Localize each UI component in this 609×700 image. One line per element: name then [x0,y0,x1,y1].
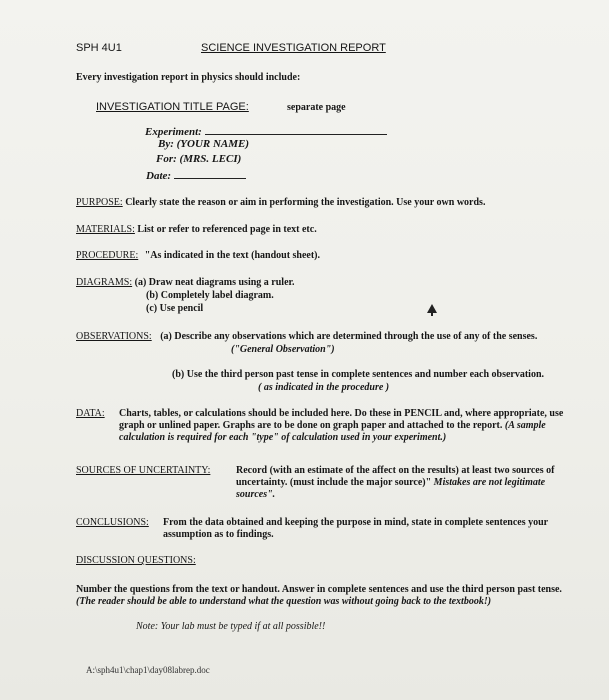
sources-emphasis: Mistakes are not legitimate sources". [236,477,546,500]
observations-item-a: (a) Describe any observations which are determined through the use of any of the senses. [160,331,538,342]
data-label: DATA: [76,408,105,419]
sources-paragraph [236,465,581,501]
materials-text: List or refer to referenced page in text etc. [137,224,317,235]
typing-note: Note: Your lab must be typed if at all possible!! [136,621,326,632]
for-line: For: (MRS. LECI) [156,153,242,165]
experiment-label: Experiment: [145,126,202,138]
purpose-row [76,197,485,208]
data-paragraph [119,408,577,444]
diagrams-label: DIAGRAMS: [76,277,133,288]
date-blank-line [174,168,246,179]
date-field [146,168,246,182]
data-emphasis: (A sample calculation is required for each "type" of calculation used in your experiment.) [119,420,546,443]
diagrams-item-a: (a) Draw neat diagrams using a ruler. [134,277,295,288]
purpose-text: Clearly state the reason or aim in performing the investigation. Use your own words. [125,197,486,208]
course-code: SPH 4U1 [76,42,122,54]
diagrams-item-b: (b) Completely label diagram. [146,290,274,301]
diagrams-item-c: (c) Use pencil [146,303,204,314]
date-label: Date: [146,170,172,182]
conclusions-text: From the data obtained and keeping the purpose in mind, state in complete sentences your assumption as to findings. [163,517,548,540]
by-line: By: (YOUR NAME) [158,138,250,150]
observations-row [76,331,537,342]
diagrams-row [76,277,295,288]
procedure-row [76,250,320,261]
sources-text: Record (with an estimate of the affect on the results) at least two sources of uncertainty. (must include the major source)" [236,465,555,488]
experiment-blank-line [205,124,387,135]
title-page-note: separate page [287,102,346,113]
experiment-field [145,124,387,138]
discussion-paragraph [76,584,576,608]
observations-label: OBSERVATIONS: [76,331,152,342]
document-title: SCIENCE INVESTIGATION REPORT [201,42,386,54]
sources-label: SOURCES OF UNCERTAINTY: [76,465,211,476]
procedure-label: PROCEDURE: [76,250,139,261]
discussion-heading: DISCUSSION QUESTIONS: [76,555,196,566]
mouse-pointer-icon [427,304,437,313]
data-text: Charts, tables, or calculations should be included here. Do these in PENCIL and, where appropriate, use graph or unlined paper. Graphs are to be done on graph paper and attached to the report. [119,408,564,431]
discussion-text: Number the questions from the text or handout. Answer in complete sentences and use the third person past tense. [76,584,562,595]
materials-row [76,224,317,235]
procedure-text: "As indicated in the text (handout sheet). [144,250,321,261]
title-page-heading: INVESTIGATION TITLE PAGE: [96,101,249,113]
intro-text: Every investigation report in physics should include: [76,72,301,83]
discussion-emphasis: (The reader should be able to understand what the question was without going back to the textbook!) [76,596,492,607]
purpose-label: PURPOSE: [76,197,123,208]
footer-filename: A:\sph4u1\chap1\day08labrep.doc [86,665,210,675]
observations-note-b: ( as indicated in the procedure ) [258,382,390,393]
materials-label: MATERIALS: [76,224,135,235]
observations-note-a: ("General Observation") [231,344,335,355]
observations-item-b: (b) Use the third person past tense in complete sentences and number each observation. [172,369,545,380]
conclusions-label: CONCLUSIONS: [76,517,149,528]
